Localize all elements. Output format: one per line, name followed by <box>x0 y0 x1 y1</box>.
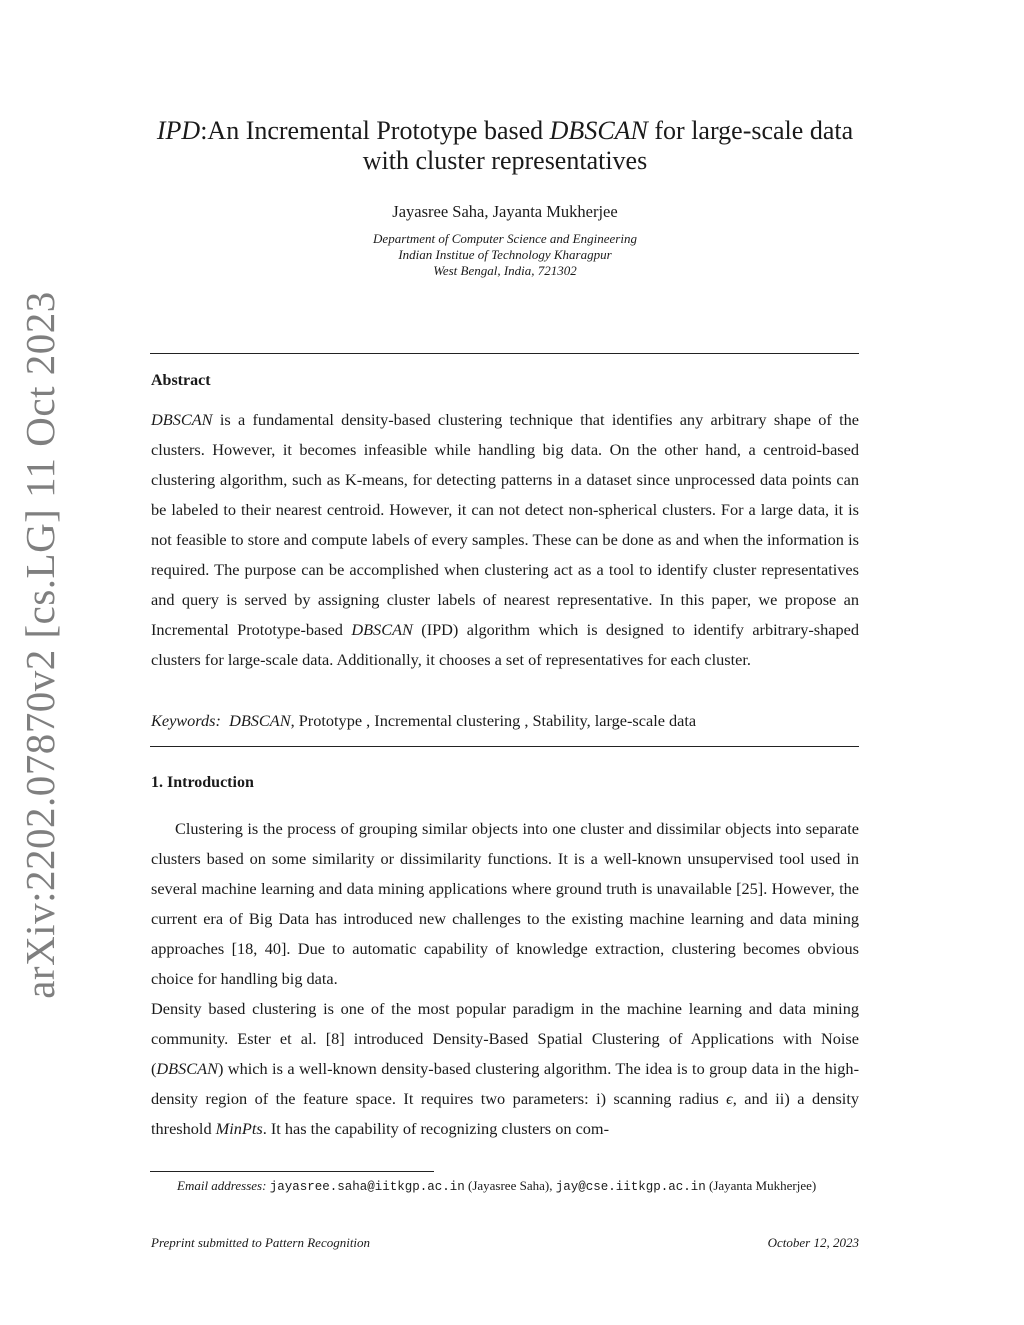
keyword-dbscan: DBSCAN <box>229 711 291 730</box>
title-line2: with cluster representatives <box>362 146 648 175</box>
abstract-bottom-rule <box>150 746 859 747</box>
intro-p2-c: , and ii) a density threshold <box>151 1089 859 1138</box>
title-part1: :An Incremental Prototype based <box>200 116 550 145</box>
section-heading-introduction: 1. Introduction <box>151 774 254 791</box>
affiliation-line2: Indian Institue of Technology Kharagpur <box>398 247 612 262</box>
email-link-2[interactable]: jay@cse.iitkgp.ac.in <box>555 1180 706 1194</box>
footer-date: October 12, 2023 <box>767 1235 859 1250</box>
footer-preprint-note: Preprint submitted to Pattern Recognition <box>151 1235 371 1250</box>
abstract-dbscan-2: DBSCAN <box>351 620 413 639</box>
intro-paragraph-2 <box>151 994 859 1144</box>
intro-p2-d: . It has the capability of recognizing clusters on com- <box>262 1119 610 1138</box>
keywords-label: Keywords: <box>151 711 221 730</box>
footnote-emails <box>151 1178 859 1194</box>
abstract-text <box>151 405 859 675</box>
intro-p2-b: ) which is a well-known density-based clustering algorithm. The idea is to group data in the high-density region of the feature space. It requires two parameters: i) scanning radius <box>151 1059 859 1108</box>
intro-p2-a: Density based clustering is one of the most popular paradigm in the machine learning and data mining community. Ester et al. [8] introduced Density-Based Spatial Clustering of Applications with Noise ( <box>151 999 859 1078</box>
footnote-name-1: (Jayasree Saha), <box>464 1178 556 1193</box>
affiliation-line3: West Bengal, India, 721302 <box>433 263 577 278</box>
title-part2: for large-scale data <box>647 116 854 145</box>
affiliation <box>150 231 860 279</box>
abstract-heading: Abstract <box>151 372 211 389</box>
footnote-name-2: (Jayanta Mukherjee) <box>705 1178 817 1193</box>
intro-p2-dbscan: DBSCAN <box>156 1059 218 1078</box>
authors: Jayasree Saha, Jayanta Mukherjee <box>392 202 618 221</box>
keywords <box>151 711 859 731</box>
intro-paragraph-1: Clustering is the process of grouping similar objects into one cluster and dissimilar objects into separate clusters based on some similarity or dissimilarity functions. It is a well-known unsupervised tool used in several machine learning and data mining applications where ground truth is unavailable [25]. However, the current era of Big Data has introduced new challenges to the existing machine learning and data mining approaches [18, 40]. Due to automatic capability of knowledge extraction, clustering becomes obvious choice for handling big data. <box>151 819 859 988</box>
footnote-label: Email addresses: <box>177 1178 267 1193</box>
affiliation-line1: Department of Computer Science and Engineering <box>373 231 637 246</box>
footnote-rule <box>150 1171 434 1172</box>
abstract-text-1: is a fundamental density-based clustering technique that identifies any arbitrary shape of the clusters. However, it becomes infeasible while handling big data. On the other hand, a centroid-based clustering algorithm, such as K-means, for detecting patterns in a dataset since unprocessed data points can be labeled to their nearest centroid. However, it can not detect non-spherical clusters. For a large data, it is not feasible to store and compute labels of every samples. These can be done as and when the information is required. The purpose can be accomplished when clustering act as a tool to identify cluster representatives and query is served by assigning cluster labels of nearest representative. In this paper, we propose an Incremental Prototype-based <box>151 410 859 639</box>
keywords-rest: , Prototype , Incremental clustering , Stability, large-scale data <box>290 711 697 730</box>
intro-p2-minpts: MinPts <box>215 1119 263 1138</box>
abstract-top-rule <box>150 353 859 354</box>
abstract-text-2: (IPD) algorithm which is designed to identify arbitrary-shaped clusters for large-scale data. Additionally, it chooses a set of representatives for each cluster. <box>151 620 860 669</box>
paper-title <box>150 116 860 176</box>
title-dbscan: DBSCAN <box>549 116 648 145</box>
arxiv-identifier: arXiv:2202.07870v2 [cs.LG] 11 Oct 2023 <box>17 291 63 999</box>
title-ipd: IPD <box>156 116 201 145</box>
email-link-1[interactable]: jayasree.saha@iitkgp.ac.in <box>269 1180 465 1194</box>
intro-p2-epsilon: ϵ <box>726 1089 733 1108</box>
abstract-dbscan-1: DBSCAN <box>151 410 213 429</box>
